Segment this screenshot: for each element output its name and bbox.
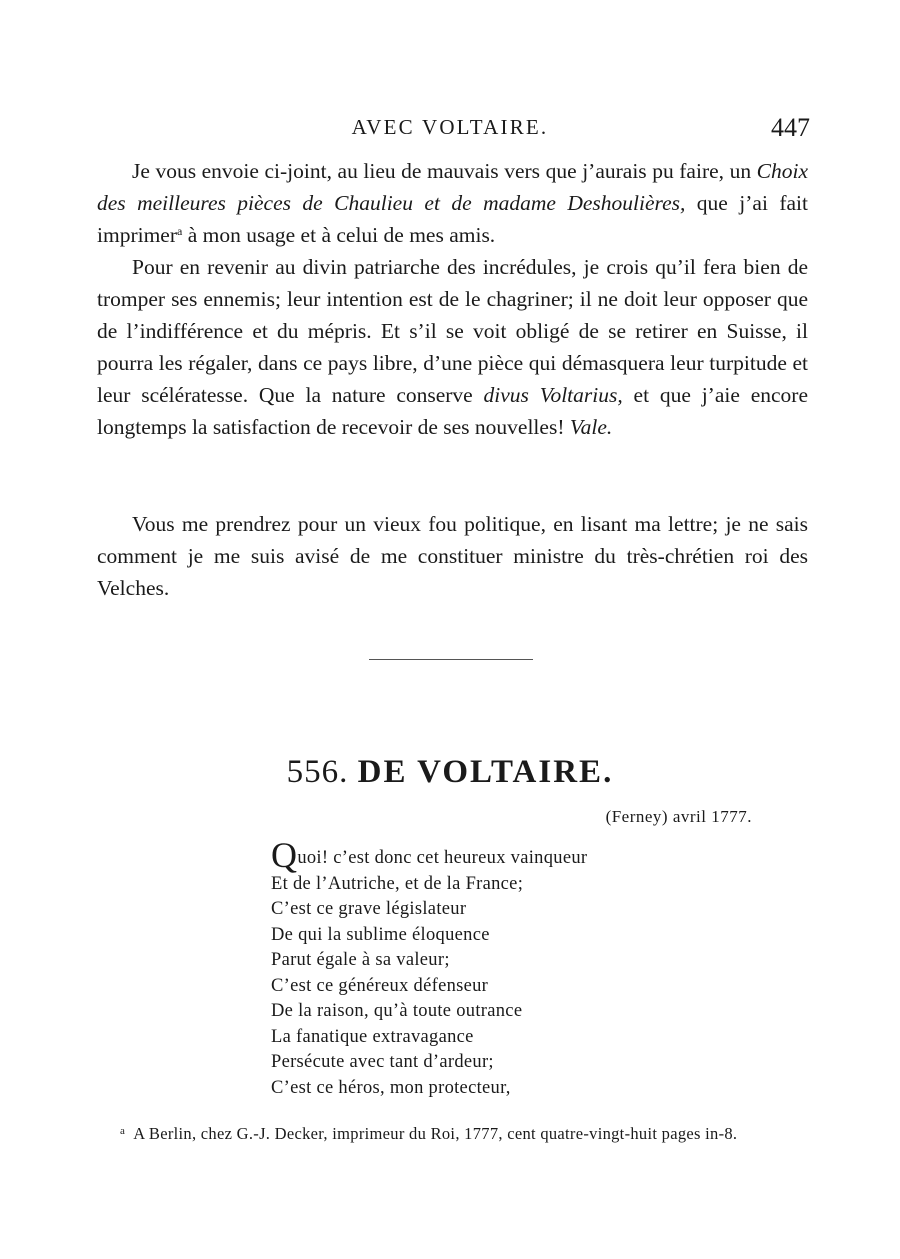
vale-italic: Vale. bbox=[569, 415, 613, 439]
verse-line: C’est ce généreux défenseur bbox=[271, 975, 489, 996]
verse-line: De qui la sublime éloquence bbox=[271, 924, 490, 945]
book-title-italic: Choix des meilleures pièces de Chaulieu et de madame Deshoulières, bbox=[97, 159, 808, 215]
running-title: AVEC VOLTAIRE. bbox=[351, 115, 549, 139]
letter-title: DE VOLTAIRE. bbox=[357, 754, 614, 790]
verse-line: C’est ce grave législateur bbox=[271, 899, 467, 919]
running-head bbox=[0, 113, 900, 143]
verse-line bbox=[271, 835, 791, 875]
footnote-reference[interactable]: a bbox=[177, 224, 183, 238]
divus-voltarius-italic: divus Voltarius, bbox=[483, 383, 623, 407]
verse-line: C’est ce héros, mon protecteur, bbox=[271, 1077, 511, 1098]
verse-line: De la raison, qu’à toute outrance bbox=[271, 1001, 523, 1021]
letter-heading bbox=[0, 754, 900, 791]
verse-line: Persécute avec tant d’ardeur; bbox=[271, 1052, 494, 1072]
section-divider bbox=[369, 659, 533, 660]
letter-dateline: (Ferney) avril 1777. bbox=[605, 807, 752, 826]
verse-block bbox=[271, 835, 791, 1101]
paragraph-2-text-middle: et que j’aie encore longtemps la satisfaction de recevoir de ses nouvelles! bbox=[97, 383, 808, 439]
paragraph-1-text-end: à mon usage et à celui de mes amis. bbox=[182, 223, 496, 247]
paragraph-1-text: Je vous envoie ci-joint, au lieu de mauvais vers que j’aurais pu faire, un bbox=[132, 159, 757, 183]
letter-number: 556. bbox=[286, 754, 349, 790]
verse-line: La fanatique extravagance bbox=[271, 1026, 474, 1047]
paragraph-3-text: Vous me prendrez pour un vieux fou politique, en lisant ma lettre; je ne sais comment je me suis avisé de me constituer ministre du très-chrétien roi des Velches. bbox=[97, 512, 808, 600]
paragraph-3 bbox=[97, 508, 808, 604]
paragraph-1 bbox=[97, 155, 808, 251]
footnote-text: A Berlin, chez G.-J. Decker, imprimeur du Roi, 1777, cent quatre-vingt-huit pages in-8. bbox=[133, 1124, 738, 1143]
footnote-marker: a bbox=[120, 1125, 126, 1137]
verse-line-first-text: uoi! c’est donc cet heureux vainqueur bbox=[297, 848, 588, 868]
verse-line: Et de l’Autriche, et de la France; bbox=[271, 873, 524, 894]
drop-cap: Q bbox=[271, 835, 298, 875]
footnote bbox=[120, 1124, 820, 1144]
paragraph-1-text-middle: que j’ai fait imprimer bbox=[97, 191, 808, 247]
page-number: 447 bbox=[771, 113, 810, 142]
paragraph-2-text: Pour en revenir au divin patriarche des incrédules, je crois qu’il fera bien de tromper ses ennemis; leur intention est de le chagriner; il ne doit leur opposer que de l’indifférence et du mépris. Et s’il se voit obligé de se retirer en Suisse, il pourra les régaler, dans ce pays libre, d’une pièce qui démasquera leur turpitude et leur scélératesse. Que la nature conserve bbox=[97, 255, 808, 407]
verse-line: Parut égale à sa valeur; bbox=[271, 950, 450, 970]
paragraph-2 bbox=[97, 251, 808, 443]
